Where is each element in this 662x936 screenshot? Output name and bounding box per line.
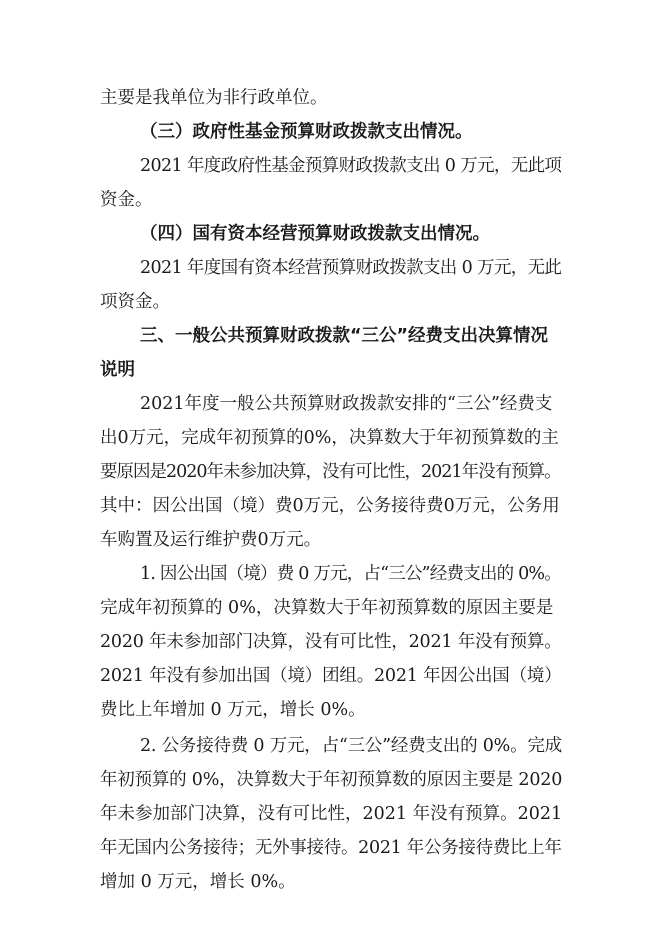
paragraph-line: 资金。 — [100, 190, 153, 210]
paragraph-line: 增加 0 万元，增长 0%。 — [100, 872, 296, 892]
paragraph-line: 其中：因公出国（境）费0万元，公务接待费0万元，公务用 — [100, 496, 560, 516]
paragraph-line: 年无国内公务接待；无外事接待。2021 年公务接待费比上年 — [100, 838, 562, 858]
section-heading-three-cont: 说明 — [100, 360, 135, 380]
section-heading-4: （四）国有资本经营预算财政拨款支出情况。 — [140, 224, 490, 244]
section-heading-three: 三、一般公共预算财政拨款“三公”经费支出决算情况 — [140, 326, 549, 346]
paragraph-line: 2020 年未参加部门决算，没有可比性，2021 年没有预算。 — [100, 632, 562, 652]
paragraph-line: 费比上年增加 0 万元，增长 0%。 — [100, 700, 366, 720]
paragraph-line: 车购置及运行维护费0万元。 — [100, 530, 322, 550]
list-item-1-line: 1. 因公出国（境）费 0 万元，占“三公”经费支出的 0%。 — [140, 564, 561, 584]
paragraph-line: 完成年初预算的 0%，决算数大于年初预算数的原因主要是 — [100, 598, 554, 618]
paragraph-line: 年未参加部门决算，没有可比性，2021 年没有预算。2021 — [100, 804, 563, 824]
list-item-2-line: 2. 公务接待费 0 万元，占“三公”经费支出的 0%。完成 — [140, 736, 562, 756]
section-heading-3: （三）政府性基金预算财政拨款支出情况。 — [140, 122, 473, 142]
paragraph-line: 主要是我单位为非行政单位。 — [100, 88, 328, 108]
paragraph-line: 2021 年度政府性基金预算财政拨款支出 0 万元，无此项 — [140, 156, 562, 176]
paragraph-line: 2021 年没有参加出国（境）团组。2021 年因公出国（境） — [100, 666, 562, 686]
paragraph-line: 要原因是2020年未参加决算，没有可比性，2021年没有预算。 — [100, 462, 561, 482]
paragraph-line: 年初预算的 0%，决算数大于年初预算数的原因主要是 2020 — [100, 770, 563, 790]
paragraph-line: 2021 年度国有资本经营预算财政拨款支出 0 万元，无此 — [140, 258, 562, 278]
paragraph-line: 2021年度一般公共预算财政拨款安排的“三公”经费支 — [140, 394, 553, 414]
paragraph-line: 项资金。 — [100, 292, 170, 312]
paragraph-line: 出0万元，完成年初预算的0%，决算数大于年初预算数的主 — [100, 428, 559, 448]
